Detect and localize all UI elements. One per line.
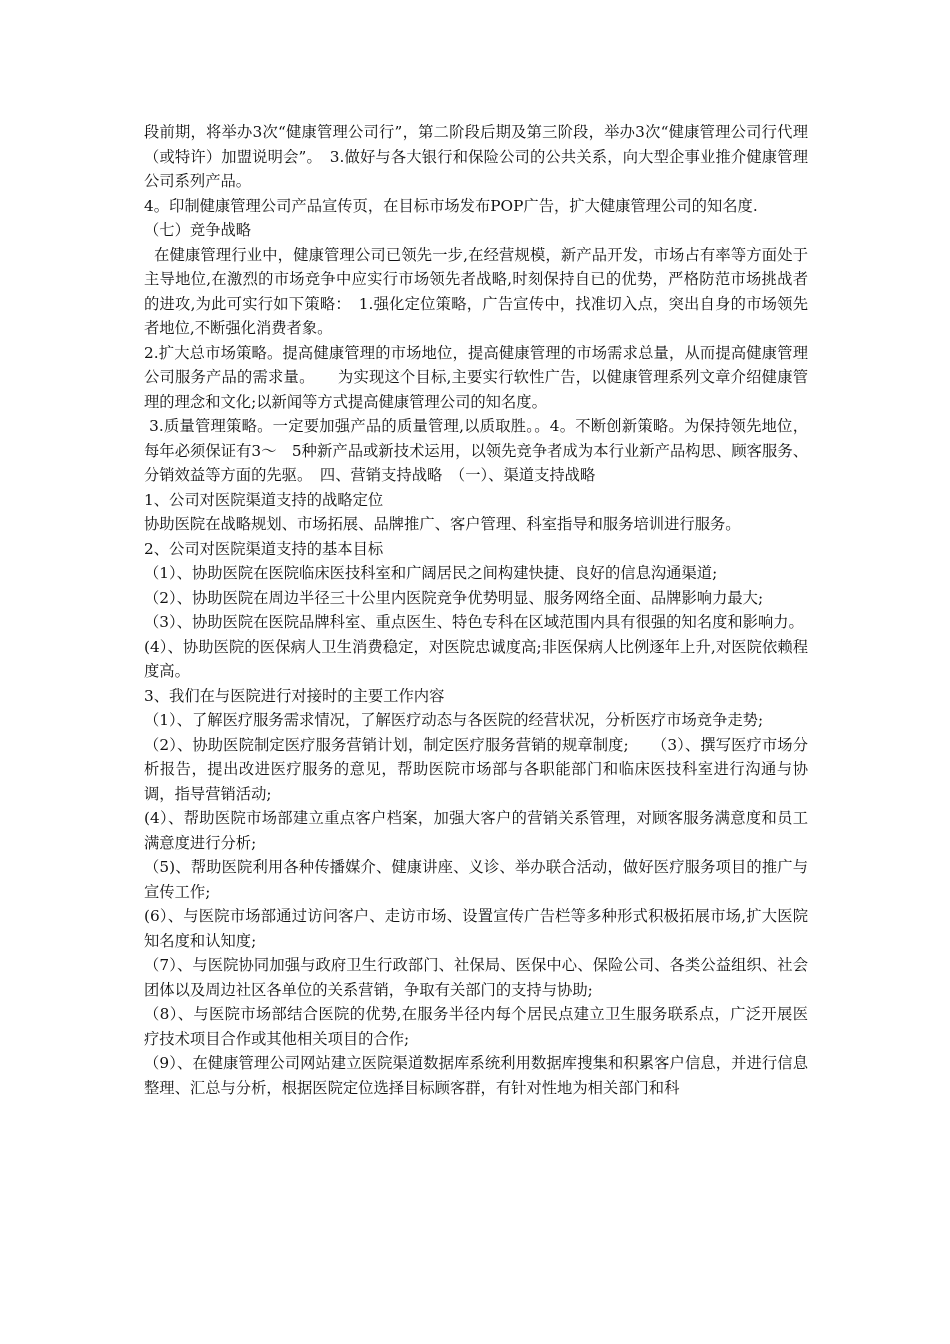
work-item-6: (6）、与医院市场部通过访问客户、走访市场、设置宣传广告栏等多种形式积极拓展市场,扩大医院知名度和认知度;	[144, 907, 808, 950]
work-item-2-3: （2）、协助医院制定医疗服务营销计划，制定医疗服务营销的规章制度; （3）、撰写医疗市场分析报告，提出改进医疗服务的意见，帮助医院市场部与各职能部门和临床医技科室进行沟通与协调，指导营销活动;	[144, 735, 808, 803]
goal-item-4: (4）、协助医院的医保病人卫生消费稳定，对医院忠诚度高;非医保病人比例逐年上升,对医院依赖程度高。	[144, 637, 808, 680]
goal-item-2: （2）、协助医院在周边半径三十公里内医院竞争优势明显、服务网络全面、品牌影响力最大;	[144, 588, 764, 607]
paragraph-4: 在健康管理行业中，健康管理公司已领先一步,在经营规模，新产品开发，市场占有率等方面处于主导地位,在激烈的市场竞争中应实行市场领先者战略,时刻保持自已的优势，严格防范市场挑战者的进攻,为此可实行如下策略： 1.强化定位策略，广告宣传中，找准切入点，突出自身的市场领先者地位,不断强化消费者象。	[144, 245, 808, 337]
subheading-channel-positioning: 1、公司对医院渠道支持的战略定位	[144, 490, 384, 509]
work-item-1: （1）、了解医疗服务需求情况，了解医疗动态与各医院的经营状况，分析医疗市场竞争走势;	[144, 711, 764, 729]
paragraph-1: 段前期，将举办3次“健康管理公司行”，第二阶段后期及第三阶段，举办3次“健康管理公司行代理（或特许）加盟说明会”。 3.做好与各大银行和保险公司的公共关系，向大型企事业推介健康管理公司系列产品。	[144, 123, 808, 190]
subheading-main-work: 3、我们在与医院进行对接时的主要工作内容	[144, 686, 445, 705]
paragraph-6: 3.质量管理策略。一定要加强产品的质量管理,以质取胜。。4。不断创新策略。为保持领先地位，每年必须保证有3～ 5种新产品或新技术运用，以领先竞争者成为本行业新产品构思、顾客服务、分销效益等方面的先驱。 四、营销支持战略 （一）、渠道支持战略	[144, 417, 808, 484]
subheading-channel-goals: 2、公司对医院渠道支持的基本目标	[144, 539, 384, 558]
paragraph-5: 2.扩大总市场策略。提高健康管理的市场地位，提高健康管理的市场需求总量，从而提高健康管理公司服务产品的需求量。 为实现这个目标,主要实行软性广告，以健康管理系列文章介绍健康管理的理念和文化;以新闻等方式提高健康管理公司的知名度。	[144, 343, 808, 411]
paragraph-2: 4。印制健康管理公司产品宣传页，在目标市场发布POP广告，扩大健康管理公司的知名度.	[144, 196, 758, 215]
work-item-7: （7）、与医院协同加强与政府卫生行政部门、社保局、医保中心、保险公司、各类公益组织、社会团体以及周边社区各单位的关系营销，争取有关部门的支持与协助;	[144, 956, 808, 999]
work-item-8: （8）、与医院市场部结合医院的优势,在服务半径内每个居民点建立卫生服务联系点，广泛开展医疗技术项目合作或其他相关项目的合作;	[144, 1005, 808, 1048]
work-item-5: （5)、帮助医院利用各种传播媒介、健康讲座、义诊、举办联合活动，做好医疗服务项目的推广与宣传工作;	[144, 858, 808, 901]
work-item-4: (4）、帮助医院市场部建立重点客户档案，加强大客户的营销关系管理，对顾客服务满意度和员工满意度进行分析;	[144, 809, 808, 852]
goal-item-1: （1）、协助医院在医院临床医技科室和广阔居民之间构建快捷、良好的信息沟通渠道;	[144, 564, 718, 582]
goal-item-3: （3）、协助医院在医院品牌科室、重点医生、特色专科在区域范围内具有很强的知名度和影响力。	[144, 613, 804, 631]
document-body	[144, 120, 808, 1100]
section-heading-competition-strategy: （七）竞争战略	[144, 221, 252, 239]
work-item-9: （9）、在健康管理公司网站建立医院渠道数据库系统利用数据库搜集和积累客户信息，并进行信息整理、汇总与分析，根据医院定位选择目标顾客群，有针对性地为相关部门和科	[144, 1054, 808, 1097]
paragraph-8: 协助医院在战略规划、市场拓展、品牌推广、客户管理、科室指导和服务培训进行服务。	[144, 515, 741, 533]
